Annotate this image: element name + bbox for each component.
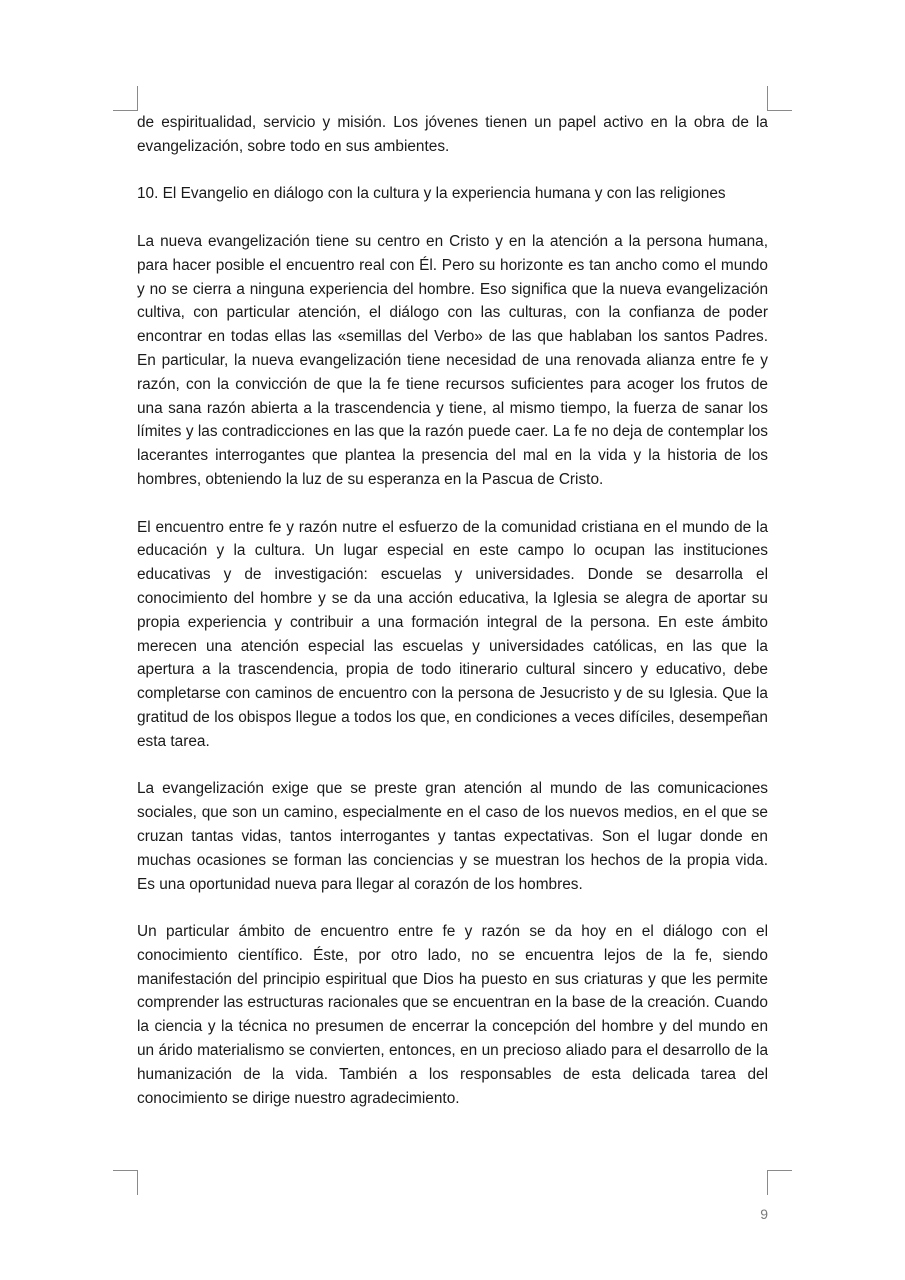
crop-mark-bottom-right <box>767 1170 792 1195</box>
crop-mark-top-right <box>767 86 792 111</box>
paragraph: La evangelización exige que se preste gran atención al mundo de las comunicaciones sociales, que son un camino, especialmente en el caso de los nuevos medios, en el que se cruzan tantas vidas, tantos interrogantes y tantas expectativas. Son el lugar donde en muchas ocasiones se forman las conciencias y se muestran los hechos de la propia vida. Es una oportunidad nueva para llegar al corazón de los hombres. <box>137 780 768 893</box>
section-heading: 10. El Evangelio en diálogo con la cultura y la experiencia humana y con las religiones <box>137 185 726 203</box>
paragraph-continuation: de espiritualidad, servicio y misión. Los jóvenes tienen un papel activo en la obra de la evangelización, sobre todo en sus ambientes. <box>137 114 768 155</box>
crop-mark-bottom-left <box>113 1170 138 1195</box>
paragraph: El encuentro entre fe y razón nutre el esfuerzo de la comunidad cristiana en el mundo de la educación y la cultura. Un lugar especial en este campo lo ocupan las instituciones educativas y de investigación: escuelas y universidades. Donde se desarrolla el conocimiento del hombre y se da una acción educativa, la Iglesia se alegra de aportar su propia experiencia y contribuir a una formación integral de la persona. En este ámbito merecen una atención especial las escuelas y universidades católicas, en las que la apertura a la trascendencia, propia de todo itinerario cultural sincero y educativo, debe completarse con caminos de encuentro con la persona de Jesucristo y de su Iglesia. Que la gratitud de los obispos llegue a todos los que, en condiciones a veces difíciles, desempeñan esta tarea. <box>137 518 768 750</box>
paragraph: Un particular ámbito de encuentro entre fe y razón se da hoy en el diálogo con el conocimiento científico. Éste, por otro lado, no se encuentra lejos de la fe, siendo manifestación del principio espiritual que Dios ha puesto en sus criaturas y que les permite comprender las estructuras racionales que se encuentran en la base de la creación. Cuando la ciencia y la técnica no presumen de encerrar la concepción del hombre y del mundo en un árido materialismo se convierten, entonces, en un precioso aliado para el desarrollo de la humanización de la vida. También a los responsables de esta delicada tarea del conocimiento se dirige nuestro agradecimiento. <box>137 923 768 1107</box>
page-body <box>137 111 768 1134</box>
crop-mark-top-left <box>113 86 138 111</box>
paragraph: La nueva evangelización tiene su centro en Cristo y en la atención a la persona humana, para hacer posible el encuentro real con Él. Pero su horizonte es tan ancho como el mundo y no se cierra a ninguna experiencia del hombre. Eso significa que la nueva evangelización cultiva, con particular atención, el diálogo con las culturas, con la confianza de poder encontrar en todas ellas las «semillas del Verbo» de las que hablaban los santos Padres. En particular, la nueva evangelización tiene necesidad de una renovada alianza entre fe y razón, con la convicción de que la fe tiene recursos suficientes para acoger los frutos de una sana razón abierta a la trascendencia y tiene, al mismo tiempo, la fuerza de sanar los límites y las contradicciones en las que la razón puede caer. La fe no deja de contemplar los lacerantes interrogantes que plantea la presencia del mal en la vida y la historia de los hombres, obteniendo la luz de su esperanza en la Pascua de Cristo. <box>137 232 768 488</box>
page-number: 9 <box>760 1206 768 1222</box>
